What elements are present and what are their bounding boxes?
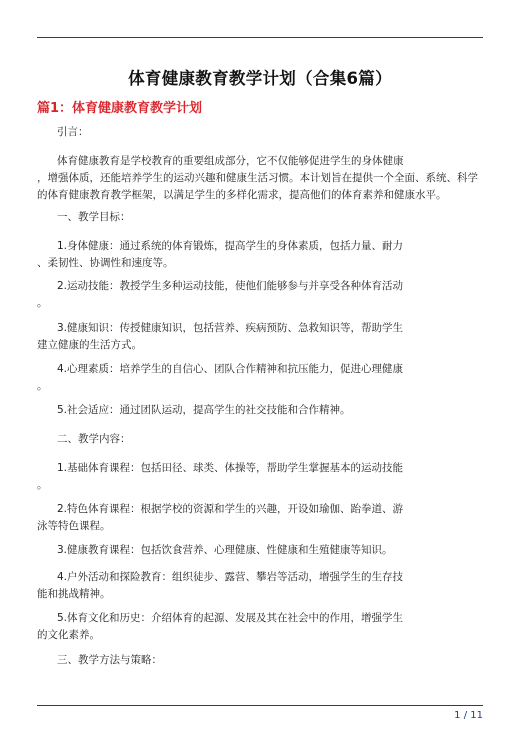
paragraph-goal-3: [37, 320, 487, 354]
paragraph-goals-heading: [37, 209, 487, 226]
paragraph-line: 2.运动技能：教授学生多种运动技能，使他们能够参与并享受各种体育活动: [57, 280, 404, 292]
paragraph-line: 4.户外活动和探险教育：组织徒步、露营、攀岩等活动，增强学生的生存技: [57, 571, 404, 583]
paragraph-line: ，增强体质，还能培养学生的运动兴趣和健康生活习惯。本计划旨在提供一个全面、系统、科学: [37, 172, 478, 184]
paragraph-intro-body: [37, 153, 487, 204]
paragraph-line: 二、教学内容：: [57, 433, 131, 445]
paragraph-line: 的体育健康教育教学框架，以满足学生的多样化需求，提高他们的体育素养和健康水平。: [37, 189, 447, 201]
paragraph-line: 三、教学方法与策略：: [57, 654, 162, 666]
paragraph-content-heading: [37, 431, 487, 448]
paragraph-line: 2.特色体育课程：根据学校的资源和学生的兴趣，开设如瑜伽、跆拳道、游: [57, 503, 404, 515]
paragraph-line: 1.基础体育课程：包括田径、球类、体操等，帮助学生掌握基本的运动技能: [57, 462, 404, 474]
paragraph-line: 3.健康知识：传授健康知识，包括营养、疾病预防、急救知识等，帮助学生: [57, 322, 404, 334]
paragraph-line: 体育健康教育是学校教育的重要组成部分，它不仅能够促进学生的身体健康: [57, 155, 404, 167]
paragraph-line: 。: [37, 297, 48, 309]
paragraph-content-5: [37, 610, 487, 644]
paragraph-line: 的文化素养。: [37, 629, 100, 641]
paragraph-intro-label: [37, 124, 487, 141]
document-title: 体育健康教育教学计划（合集6篇）: [128, 69, 392, 88]
paragraph-line: 1.身体健康：通过系统的体育锻炼，提高学生的身体素质，包括力量、耐力: [57, 240, 404, 252]
paragraph-content-3: [37, 542, 487, 559]
paragraph-line: 、柔韧性、协调性和速度等。: [37, 257, 174, 269]
paragraph-line: 能和挑战精神。: [37, 588, 111, 600]
paragraph-goal-5: [37, 402, 487, 419]
paragraph-goal-2: [37, 278, 487, 312]
paragraph-line: 5.社会适应：通过团队运动，提高学生的社交技能和合作精神。: [57, 404, 351, 416]
paragraph-line: 泳等特色课程。: [37, 520, 111, 532]
footer-rule: [37, 705, 483, 706]
header-rule: [37, 37, 483, 38]
paragraph-content-4: [37, 569, 487, 603]
paragraph-content-1: [37, 460, 487, 494]
paragraph-line: 3.健康教育课程：包括饮食营养、心理健康、性健康和生殖健康等知识。: [57, 544, 393, 556]
paragraph-line: 4.心理素质：培养学生的自信心、团队合作精神和抗压能力，促进心理健康: [57, 363, 404, 375]
paragraph-content-2: [37, 501, 487, 535]
paragraph-line: 一、教学目标：: [57, 211, 131, 223]
paragraph-line: 。: [37, 380, 48, 392]
section-heading: 篇1：体育健康教育教学计划: [37, 101, 203, 116]
paragraph-methods-heading: [37, 652, 487, 669]
paragraph-line: 5.体育文化和历史：介绍体育的起源、发展及其在社会中的作用，增强学生: [57, 612, 404, 624]
paragraph-goal-4: [37, 361, 487, 395]
paragraph-goal-1: [37, 238, 487, 272]
paragraph-line: 。: [37, 479, 48, 491]
paragraph-line: 引言：: [57, 126, 89, 138]
paragraph-line: 建立健康的生活方式。: [37, 339, 142, 351]
page-number: 1 / 11: [454, 710, 483, 721]
